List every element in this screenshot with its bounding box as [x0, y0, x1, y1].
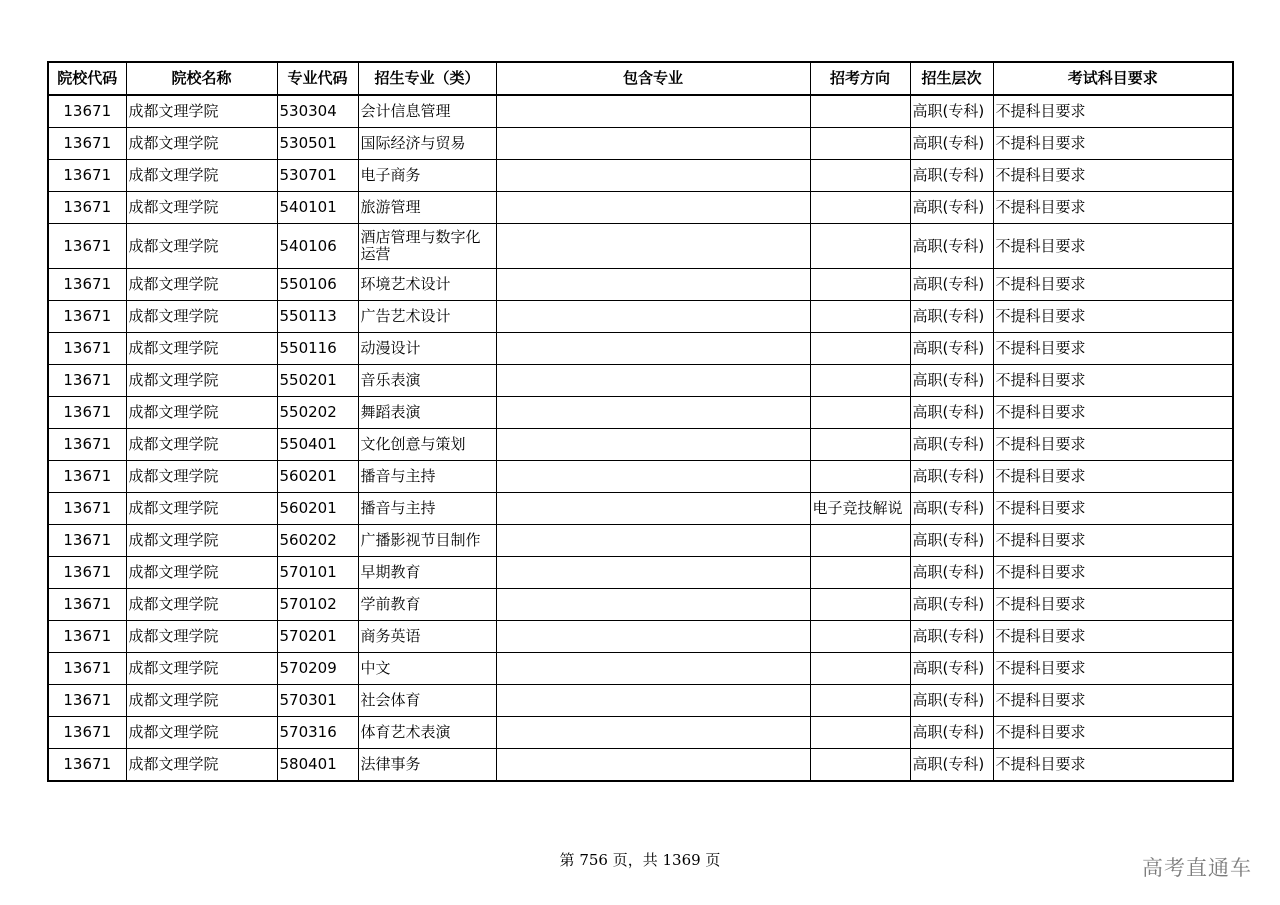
cell-subject-requirements: 不提科目要求	[993, 685, 1233, 717]
cell-major-code: 560201	[277, 493, 358, 525]
cell-school-code: 13671	[48, 429, 126, 461]
cell-subject-requirements: 不提科目要求	[993, 224, 1233, 269]
cell-level: 高职(专科)	[910, 397, 993, 429]
cell-major: 舞蹈表演	[358, 397, 496, 429]
table-row	[48, 128, 1233, 160]
cell-subject-requirements: 不提科目要求	[993, 397, 1233, 429]
cell-major-code: 550106	[277, 269, 358, 301]
cell-included-majors	[496, 224, 810, 269]
cell-subject-requirements: 不提科目要求	[993, 128, 1233, 160]
cell-included-majors	[496, 301, 810, 333]
cell-major-code: 550401	[277, 429, 358, 461]
header-school-code: 院校代码	[48, 62, 126, 95]
cell-direction	[810, 589, 910, 621]
cell-level: 高职(专科)	[910, 128, 993, 160]
cell-level: 高职(专科)	[910, 461, 993, 493]
cell-major: 商务英语	[358, 621, 496, 653]
cell-direction	[810, 192, 910, 224]
table-row	[48, 749, 1233, 782]
cell-major-code: 570209	[277, 653, 358, 685]
cell-subject-requirements: 不提科目要求	[993, 461, 1233, 493]
cell-subject-requirements: 不提科目要求	[993, 621, 1233, 653]
cell-school-code: 13671	[48, 749, 126, 782]
cell-subject-requirements: 不提科目要求	[993, 95, 1233, 128]
cell-level: 高职(专科)	[910, 224, 993, 269]
admissions-table	[47, 61, 1234, 782]
cell-school-name: 成都文理学院	[126, 525, 277, 557]
cell-level: 高职(专科)	[910, 685, 993, 717]
table-body	[48, 95, 1233, 781]
cell-major: 电子商务	[358, 160, 496, 192]
table-row	[48, 717, 1233, 749]
cell-major: 文化创意与策划	[358, 429, 496, 461]
cell-school-name: 成都文理学院	[126, 557, 277, 589]
cell-major-code: 570101	[277, 557, 358, 589]
table-row	[48, 429, 1233, 461]
cell-school-code: 13671	[48, 95, 126, 128]
table-row	[48, 269, 1233, 301]
cell-subject-requirements: 不提科目要求	[993, 192, 1233, 224]
cell-included-majors	[496, 589, 810, 621]
cell-subject-requirements: 不提科目要求	[993, 653, 1233, 685]
cell-included-majors	[496, 653, 810, 685]
cell-included-majors	[496, 192, 810, 224]
cell-school-code: 13671	[48, 685, 126, 717]
cell-school-code: 13671	[48, 621, 126, 653]
cell-school-name: 成都文理学院	[126, 429, 277, 461]
cell-subject-requirements: 不提科目要求	[993, 365, 1233, 397]
cell-school-code: 13671	[48, 333, 126, 365]
cell-direction	[810, 717, 910, 749]
table-row	[48, 653, 1233, 685]
cell-major: 体育艺术表演	[358, 717, 496, 749]
cell-level: 高职(专科)	[910, 621, 993, 653]
cell-included-majors	[496, 493, 810, 525]
cell-school-name: 成都文理学院	[126, 397, 277, 429]
cell-subject-requirements: 不提科目要求	[993, 525, 1233, 557]
header-major: 招生专业（类）	[358, 62, 496, 95]
cell-included-majors	[496, 525, 810, 557]
table-header-row	[48, 62, 1233, 95]
cell-major: 法律事务	[358, 749, 496, 782]
cell-subject-requirements: 不提科目要求	[993, 749, 1233, 782]
cell-school-name: 成都文理学院	[126, 365, 277, 397]
cell-school-code: 13671	[48, 192, 126, 224]
cell-school-name: 成都文理学院	[126, 128, 277, 160]
cell-included-majors	[496, 557, 810, 589]
cell-level: 高职(专科)	[910, 557, 993, 589]
cell-school-name: 成都文理学院	[126, 621, 277, 653]
cell-direction	[810, 685, 910, 717]
table-row	[48, 525, 1233, 557]
cell-major-code: 540101	[277, 192, 358, 224]
cell-major-code: 570102	[277, 589, 358, 621]
cell-school-code: 13671	[48, 224, 126, 269]
table-row	[48, 589, 1233, 621]
cell-school-name: 成都文理学院	[126, 192, 277, 224]
cell-school-code: 13671	[48, 128, 126, 160]
cell-school-name: 成都文理学院	[126, 685, 277, 717]
cell-level: 高职(专科)	[910, 653, 993, 685]
cell-major-code: 550202	[277, 397, 358, 429]
cell-level: 高职(专科)	[910, 365, 993, 397]
cell-school-code: 13671	[48, 525, 126, 557]
cell-included-majors	[496, 461, 810, 493]
cell-school-name: 成都文理学院	[126, 493, 277, 525]
cell-major: 酒店管理与数字化运营	[358, 224, 496, 269]
cell-school-name: 成都文理学院	[126, 224, 277, 269]
table-row	[48, 365, 1233, 397]
cell-school-name: 成都文理学院	[126, 269, 277, 301]
table-row	[48, 301, 1233, 333]
cell-major: 早期教育	[358, 557, 496, 589]
cell-direction	[810, 95, 910, 128]
cell-major-code: 530501	[277, 128, 358, 160]
table-row	[48, 621, 1233, 653]
watermark: 高考直通车	[1142, 856, 1252, 880]
cell-level: 高职(专科)	[910, 525, 993, 557]
cell-level: 高职(专科)	[910, 269, 993, 301]
cell-level: 高职(专科)	[910, 95, 993, 128]
cell-school-name: 成都文理学院	[126, 589, 277, 621]
cell-direction	[810, 128, 910, 160]
cell-major: 会计信息管理	[358, 95, 496, 128]
cell-included-majors	[496, 269, 810, 301]
cell-direction	[810, 301, 910, 333]
cell-major: 社会体育	[358, 685, 496, 717]
cell-subject-requirements: 不提科目要求	[993, 589, 1233, 621]
cell-included-majors	[496, 128, 810, 160]
cell-school-code: 13671	[48, 589, 126, 621]
cell-major-code: 530701	[277, 160, 358, 192]
cell-school-code: 13671	[48, 269, 126, 301]
cell-level: 高职(专科)	[910, 749, 993, 782]
cell-major-code: 570301	[277, 685, 358, 717]
cell-direction	[810, 621, 910, 653]
page-number: 第 756 页，共 1369 页	[559, 851, 721, 869]
cell-direction	[810, 653, 910, 685]
table-row	[48, 493, 1233, 525]
table-row	[48, 685, 1233, 717]
cell-school-name: 成都文理学院	[126, 301, 277, 333]
table-row	[48, 397, 1233, 429]
cell-subject-requirements: 不提科目要求	[993, 557, 1233, 589]
cell-subject-requirements: 不提科目要求	[993, 269, 1233, 301]
cell-direction	[810, 461, 910, 493]
cell-included-majors	[496, 95, 810, 128]
cell-major-code: 560202	[277, 525, 358, 557]
cell-level: 高职(专科)	[910, 333, 993, 365]
cell-included-majors	[496, 365, 810, 397]
cell-major: 国际经济与贸易	[358, 128, 496, 160]
cell-major-code: 550113	[277, 301, 358, 333]
cell-direction	[810, 429, 910, 461]
cell-major: 广播影视节目制作	[358, 525, 496, 557]
cell-school-code: 13671	[48, 397, 126, 429]
table-row	[48, 95, 1233, 128]
cell-major: 旅游管理	[358, 192, 496, 224]
cell-included-majors	[496, 749, 810, 782]
cell-included-majors	[496, 429, 810, 461]
cell-direction	[810, 333, 910, 365]
cell-school-name: 成都文理学院	[126, 95, 277, 128]
cell-direction	[810, 160, 910, 192]
cell-major: 播音与主持	[358, 493, 496, 525]
cell-major-code: 550116	[277, 333, 358, 365]
cell-school-code: 13671	[48, 461, 126, 493]
cell-school-name: 成都文理学院	[126, 717, 277, 749]
cell-major: 广告艺术设计	[358, 301, 496, 333]
cell-level: 高职(专科)	[910, 192, 993, 224]
cell-school-code: 13671	[48, 365, 126, 397]
cell-direction	[810, 557, 910, 589]
cell-school-code: 13671	[48, 717, 126, 749]
cell-major-code: 570316	[277, 717, 358, 749]
cell-direction	[810, 224, 910, 269]
cell-included-majors	[496, 397, 810, 429]
cell-major: 动漫设计	[358, 333, 496, 365]
cell-direction	[810, 365, 910, 397]
cell-major: 音乐表演	[358, 365, 496, 397]
header-major-code: 专业代码	[277, 62, 358, 95]
cell-level: 高职(专科)	[910, 301, 993, 333]
cell-school-name: 成都文理学院	[126, 749, 277, 782]
header-school-name: 院校名称	[126, 62, 277, 95]
cell-level: 高职(专科)	[910, 429, 993, 461]
table-row	[48, 224, 1233, 269]
cell-direction	[810, 749, 910, 782]
table-row	[48, 461, 1233, 493]
cell-direction	[810, 397, 910, 429]
cell-included-majors	[496, 160, 810, 192]
cell-subject-requirements: 不提科目要求	[993, 333, 1233, 365]
cell-school-code: 13671	[48, 493, 126, 525]
cell-major-code: 580401	[277, 749, 358, 782]
cell-major-code: 550201	[277, 365, 358, 397]
cell-level: 高职(专科)	[910, 589, 993, 621]
cell-major: 学前教育	[358, 589, 496, 621]
cell-subject-requirements: 不提科目要求	[993, 717, 1233, 749]
cell-major: 中文	[358, 653, 496, 685]
cell-major: 环境艺术设计	[358, 269, 496, 301]
cell-school-code: 13671	[48, 557, 126, 589]
cell-major-code: 560201	[277, 461, 358, 493]
cell-included-majors	[496, 685, 810, 717]
cell-level: 高职(专科)	[910, 160, 993, 192]
table-row	[48, 333, 1233, 365]
cell-major-code: 530304	[277, 95, 358, 128]
cell-school-code: 13671	[48, 160, 126, 192]
cell-included-majors	[496, 621, 810, 653]
header-level: 招生层次	[910, 62, 993, 95]
cell-level: 高职(专科)	[910, 493, 993, 525]
cell-school-code: 13671	[48, 301, 126, 333]
cell-direction: 电子竞技解说	[810, 493, 910, 525]
cell-subject-requirements: 不提科目要求	[993, 160, 1233, 192]
cell-subject-requirements: 不提科目要求	[993, 493, 1233, 525]
cell-major: 播音与主持	[358, 461, 496, 493]
cell-school-name: 成都文理学院	[126, 653, 277, 685]
cell-school-name: 成都文理学院	[126, 461, 277, 493]
cell-school-code: 13671	[48, 653, 126, 685]
cell-major-code: 540106	[277, 224, 358, 269]
cell-school-name: 成都文理学院	[126, 160, 277, 192]
table-row	[48, 160, 1233, 192]
header-included-majors: 包含专业	[496, 62, 810, 95]
cell-direction	[810, 525, 910, 557]
cell-major-code: 570201	[277, 621, 358, 653]
cell-level: 高职(专科)	[910, 717, 993, 749]
header-subject-requirements: 考试科目要求	[993, 62, 1233, 95]
table-row	[48, 192, 1233, 224]
cell-subject-requirements: 不提科目要求	[993, 301, 1233, 333]
cell-direction	[810, 269, 910, 301]
cell-included-majors	[496, 333, 810, 365]
cell-school-name: 成都文理学院	[126, 333, 277, 365]
cell-included-majors	[496, 717, 810, 749]
cell-subject-requirements: 不提科目要求	[993, 429, 1233, 461]
header-direction: 招考方向	[810, 62, 910, 95]
table-row	[48, 557, 1233, 589]
